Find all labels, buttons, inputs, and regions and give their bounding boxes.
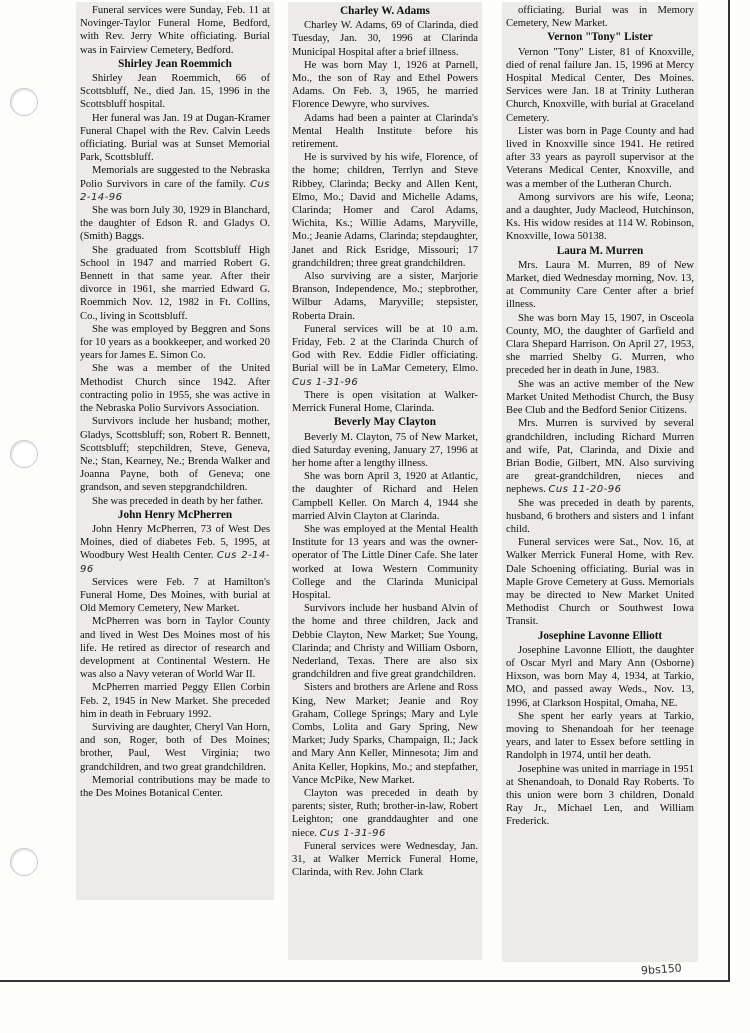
obituary-paragraph: She graduated from Scottsbluff High School in 1947 and married Robert G. Bennett in that same year. After their divorce in 1961, she married Edward G. Roemmich Nov. 12, 1982 in Ft. Collins, Co., living in Scottsbluff.	[80, 244, 270, 322]
handwritten-note: Cus 1-31-96	[292, 376, 359, 388]
obituary-title: Vernon "Tony" Lister	[547, 31, 653, 44]
obituary-paragraph: She was born May 15, 1907, in Osceola County, MO, the daughter of Garfield and Clara Shepard Harrison. On April 27, 1953, she married Shelby G. Murren, who preceded her in death in June, 1983.	[506, 312, 694, 377]
obituary-paragraph: McPherren married Peggy Ellen Corbin Feb. 2, 1945 in New Market. She preceded him in death in February 1992.	[80, 682, 270, 720]
obituary-paragraph: John Henry McPherren, 73 of West Des Moines, died of diabetes Feb. 5, 1995, at Woodbury West Health Center. Cus 2-14-96	[80, 523, 271, 575]
binder-hole-top	[10, 88, 38, 116]
handwritten-note: Cus 2-14-96	[80, 178, 271, 203]
obituary-paragraph: She was preceded in death by parents, husband, 6 brothers and sisters and 1 infant child.	[506, 497, 694, 535]
clipping-column-3	[502, 2, 698, 962]
obituary-paragraph: Sisters and brothers are Arlene and Ross King, New Market; Jeanie and Roy Graham, College Springs; Mary and Lyle Combs, Lolita and Gary Spring, New Market; Judy Sparks, Champaign, Il.; Jack and Mary Ann Keller, Minnesota; Jim and Anita Keller, Hopkins, Mo.; and stepfather, Vance McPike, New Market.	[292, 682, 478, 786]
obituary-paragraph: Services were Feb. 7 at Hamilton's Funeral Home, Des Moines, with burial at Old Memory Cemetery, New Market.	[80, 576, 270, 615]
obituary-paragraph: She was an active member of the New Market United Methodist Church, the Busy Bee Club and the Bedford Senior Citizens.	[506, 378, 694, 417]
obituary-paragraph: Also surviving are a sister, Marjorie Branson, Independence, Mo.; stepbrother, Wilbur Adams, Maryville; stepsister, Roberta Drain.	[292, 271, 478, 322]
obituary-paragraph: Mrs. Murren is survived by several grandchildren, including Richard Murren and wife, Pat, Clarinda, and Dixie and Brian Bodie, Gilbert, MN. Also surviving are great-grandchildren, nieces and nephews. Cus 11-20-96	[506, 418, 694, 496]
obituary-paragraph: Survivors include her husband Alvin of the home and three children, Jack and Debbie Clayton, New Market; Sue Young, Clarinda; and Christy and William Osborn, Nederland, Texas. There are also six grandchildren and five great grandchildren.	[292, 603, 478, 681]
obituary-paragraph: He is survived by his wife, Florence, of the home; children, Terrlyn and Steve Ribbey, Clarinda; Becky and Allen Kent, Elmo, Mo.; David and Michelle Adams, Clarinda; Homer and Carol Adams, Wichita, Ks.; Willie Adams, Maryville, Mo.; Jeanie Adams, Clarinda; stepdaughter, Janet and Rick Esridge, Missouri; 17 grandchildren; three great grandchildren.	[292, 152, 478, 269]
obituary-title: John Henry McPherren	[117, 508, 233, 521]
obituary-paragraph: Clayton was preceded in death by parents; sister, Ruth; brother-in-law, Robert Leighton; one granddaughter and one niece. Cus 1-31-96	[292, 787, 478, 839]
obituary-paragraph: He was born May 1, 1926 at Parnell, Mo., the son of Ray and Ethel Powers Adams. On Feb. 3, 1965, he married Florence Dewyre, who survives.	[292, 59, 478, 111]
obituary-paragraph: Funeral services were Wednesday, Jan. 31, at Walker Merrick Funeral Home, Clarinda, with Rev. John Clark	[292, 840, 478, 879]
obituary-paragraph: Surviving are daughter, Cheryl Van Horn, and son, Roger, both of Des Moines; brother, Paul, West Virginia; two grandchildren, and two great grandchildren.	[80, 721, 270, 773]
obituary-paragraph: She was a member of the United Methodist Church since 1942. After contracting polio in 1955, she was active in the Nebraska Polio Survivors Association.	[80, 363, 270, 415]
obituary-paragraph: McPherren was born in Taylor County and lived in West Des Moines most of his life. He retired as director of research and development at Continental Western. He was also a Navy veteran of World War II.	[80, 616, 270, 681]
obituary-paragraph: Josephine Lavonne Elliott, the daughter of Oscar Myrl and Mary Ann (Osborne) Hixson, was born May 4, 1934, at Tarkio, MO, and passed away Weds., Nov. 13, 1996, at Clarkson Hospital, Omaha, NE.	[506, 644, 694, 709]
intro-paragraph: officiating. Burial was in Memory Cemetery, New Market.	[506, 5, 694, 30]
obituary-paragraph: She was born April 3, 1920 at Atlantic, the daughter of Richard and Helen Campbell Keller. On March 4, 1944 she married Alvin Clayton at Clarinda.	[292, 471, 478, 522]
handwritten-note: Cus 11-20-96	[548, 484, 622, 496]
obituary-paragraph: She was preceded in death by her father.	[92, 495, 264, 507]
obituary-paragraph: There is open visitation at Walker-Merrick Funeral Home, Clarinda.	[292, 389, 478, 415]
obituary-paragraph: Beverly M. Clayton, 75 of New Market, died Saturday evening, January 27, 1996 at her home after a lengthy illness.	[292, 431, 478, 469]
clipping-column-1	[76, 2, 274, 900]
obituary-paragraph: Funeral services will be at 10 a.m. Friday, Feb. 2 at the Clarinda Church of God with Rev. Eddie Fidler officiating. Burial will be in LaMar Cemetery, Elmo. Cus 1-31-96	[292, 323, 478, 388]
handwritten-note: Cus 1-31-96	[319, 827, 386, 839]
obituary-title: Laura M. Murren	[556, 244, 644, 257]
handwritten-note: Cus 2-14-96	[80, 550, 271, 575]
obituary-title: Charley W. Adams	[340, 5, 430, 17]
binder-hole-bottom	[10, 848, 38, 876]
obituary-paragraph: She was employed by Beggren and Sons for 10 years as a bookkeeper, and worked 20 years for James E. Simon Co.	[80, 323, 270, 362]
intro-paragraph: Funeral services were Sunday, Feb. 11 at Novinger-Taylor Funeral Home, Bedford, with Rev. Jerry White officiating. Burial was in Fairview Cemetery, Bedford.	[80, 5, 270, 56]
obituary-paragraph: Mrs. Laura M. Murren, 89 of New Market, died Wednesday morning, Nov. 13, at Community Care Center after a brief illness.	[506, 259, 694, 311]
obituary-paragraph: Her funeral was Jan. 19 at Dugan-Kramer Funeral Chapel with the Rev. Calvin Leeds officiating. Burial was at Sunset Memorial Park, Scottsbluff.	[80, 112, 270, 164]
obituary-paragraph: Charley W. Adams, 69 of Clarinda, died Tuesday, Jan. 30, 1996 at Clarinda Municipal Hospital after a brief illness.	[292, 20, 478, 58]
obituary-paragraph: Adams had been a painter at Clarinda's Mental Health Institute before his retirement.	[292, 112, 478, 151]
obituary-paragraph: She was employed at the Mental Health Institute for 13 years and was the owner-operator of The Little Diner Cafe. She later worked at Iowa Western Community College and the Clarinda Municipal Hospital.	[292, 523, 478, 601]
obituary-paragraph: Survivors include her husband; mother, Gladys, Scottsbluff; son, Robert R. Bennett, Scottsbluff; stepchildren, Steve, Geneva, Ne.; Stan, Kearney, Ne.; Brenda Walker and Joanna Payne, both of Geneva; one grandson, and seven stepgrandchildren.	[80, 416, 270, 494]
obituary-paragraph: Among survivors are his wife, Leona; and a daughter, Judy Macleod, Hutchinson, Ks. His widow resides at 114 W. Robinson, Knoxville, Iowa 50138.	[506, 191, 694, 243]
obituary-paragraph: She was born July 30, 1929 in Blanchard, the daughter of Edson R. and Gladys O. (Smith) Baggs.	[80, 205, 270, 243]
clipping-column-2	[288, 2, 482, 960]
obituary-paragraph: Funeral services were Sat., Nov. 16, at Walker Merrick Funeral Home, with Rev. Dale Schoening officiating. Burial was in Maple Grove Cemetery at Guss. Memorials may be directed to New Market United Methodist Church or Southwest Iowa Transit.	[506, 537, 694, 628]
obituary-paragraph: Memorial contributions may be made to the Des Moines Botanical Center.	[80, 774, 270, 799]
file-number: 9bs150	[640, 961, 683, 978]
obituary-title: Beverly May Clayton	[334, 416, 436, 429]
obituary-paragraph: Shirley Jean Roemmich, 66 of Scottsbluff, Ne., died Jan. 15, 1996 in the Scottsbluff hospital.	[80, 73, 270, 111]
obituary-paragraph: Vernon "Tony" Lister, 81 of Knoxville, died of renal failure Jan. 15, 1996 at Mercy Hospital Medical Center, Des Moines. Services were Jan. 18 at Trinity Lutheran Church, Knoxville, with burial at Graceland Cemetery.	[506, 46, 694, 124]
obituary-paragraph: She spent her early years at Tarkio, moving to Shenandoah for her teenage years, and later to Essex before settling in Randolph in 1974, until her death.	[506, 710, 694, 762]
obituary-title: Shirley Jean Roemmich	[118, 57, 232, 70]
obituary-paragraph: Memorials are suggested to the Nebraska Polio Survivors in care of the family. Cus 2-14-96	[80, 165, 271, 203]
obituary-title: Josephine Lavonne Elliott	[537, 629, 663, 642]
binder-hole-middle	[10, 440, 38, 468]
obituary-paragraph: Lister was born in Page County and had lived in Knoxville since 1941. He retired after 33 years as payroll supervisor at the Veterans Medical Center, Knoxville, and was a member of the Lutheran Church.	[506, 125, 694, 190]
obituary-paragraph: Josephine was united in marriage in 1951 at Shenandoah, to Donald Ray Roberts. To this union were born 3 children, Donald Ray Jr., Michael Len, and William Frederick.	[506, 763, 694, 828]
